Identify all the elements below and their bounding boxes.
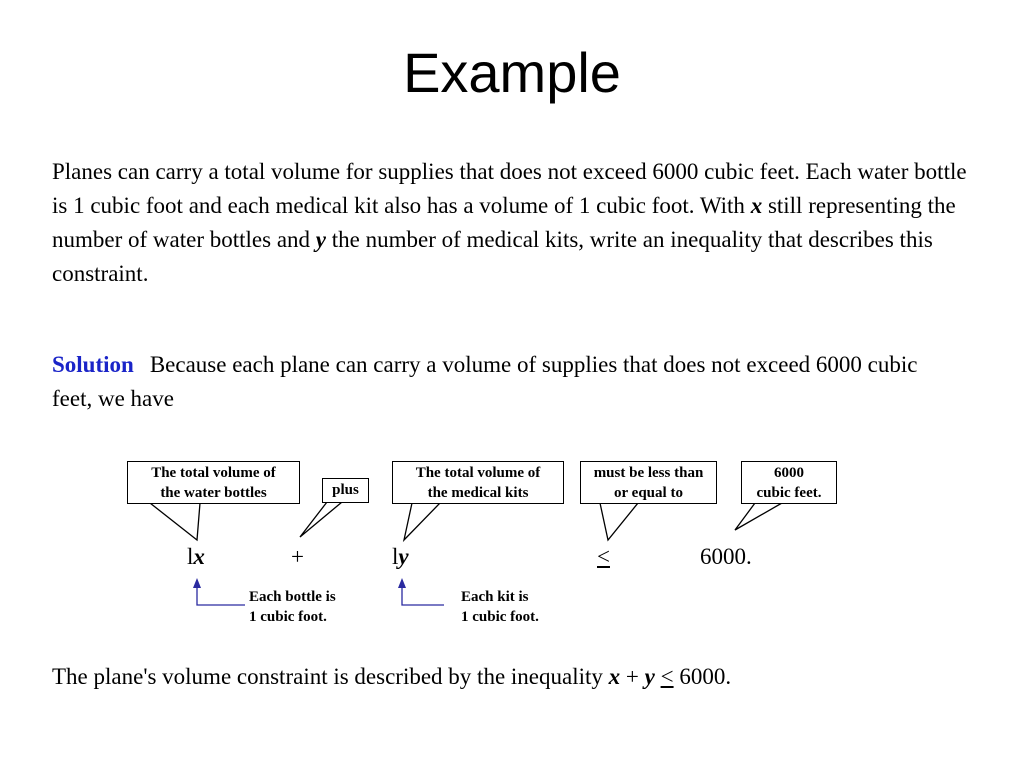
equation-rhs: 6000. [700, 544, 752, 569]
water-callout-line-2: the water bottles [160, 485, 267, 501]
leq-callout [580, 461, 717, 504]
equation-leq: < [597, 544, 610, 569]
limit-callout-tail [735, 503, 782, 530]
variable-y: y [315, 227, 326, 252]
limit-callout-line-2: cubic feet. [756, 485, 822, 501]
conclusion-var-y: y [644, 664, 655, 689]
problem-text-1: Planes can carry a total volume for supplies that does not exceed 6000 cubic feet. Each water bottle is 1 cubic foot and each medical kit also has a volume of 1 cubic foot. With [52, 159, 967, 218]
solution-text: Because each plane can carry a volume of supplies that does not exceed 6000 cubic feet, we have [52, 352, 918, 411]
coefficient-x: l [187, 544, 194, 569]
water-callout-tail [150, 503, 200, 540]
water-volume-callout [127, 461, 300, 504]
equation-plus: + [291, 544, 304, 569]
medical-callout-tail [404, 503, 440, 540]
kit-arrow-head [398, 578, 406, 588]
slide-title: Example [403, 41, 621, 104]
problem-text-3: the number of medical kits, write an inequality that describes this constraint. [52, 227, 933, 286]
bottle-note-line-1: Each bottle is [249, 589, 336, 605]
equation-var-y: y [398, 544, 409, 569]
limit-callout-line-1: 6000 [774, 465, 804, 481]
variable-x: x [750, 193, 763, 218]
limit-callout [741, 461, 837, 504]
plus-callout-label: plus [332, 482, 359, 498]
leq-callout-line-1: must be less than [593, 465, 704, 481]
medical-callout-line-1: The total volume of [415, 465, 541, 481]
solution-label: Solution [52, 352, 134, 377]
bottle-note-line-2: 1 cubic foot. [249, 609, 327, 625]
water-callout-line-1: The total volume of [151, 465, 276, 481]
equation-var-x: x [193, 544, 205, 569]
conclusion-plus: + [620, 664, 645, 689]
plus-callout [322, 478, 369, 503]
leq-callout-line-2: or equal to [614, 485, 683, 501]
bottle-note-arrow [197, 584, 245, 605]
plus-callout-tail [300, 502, 342, 537]
conclusion-text: The plane's volume constraint is described by the inequality [52, 664, 609, 689]
conclusion-leq: < [660, 664, 674, 689]
kit-note-arrow [402, 584, 444, 605]
kit-note-line-2: 1 cubic foot. [461, 609, 539, 625]
coefficient-y: l [392, 544, 399, 569]
leq-callout-tail [600, 503, 638, 540]
medical-callout-line-2: the medical kits [427, 485, 529, 501]
medical-volume-callout [392, 461, 564, 504]
bottle-arrow-head [193, 578, 201, 588]
conclusion-var-x: x [608, 664, 621, 689]
problem-text-2: still representing the number of water bottles and [52, 193, 956, 252]
kit-note-line-1: Each kit is [461, 589, 529, 605]
conclusion-rhs: 6000. [673, 664, 732, 689]
